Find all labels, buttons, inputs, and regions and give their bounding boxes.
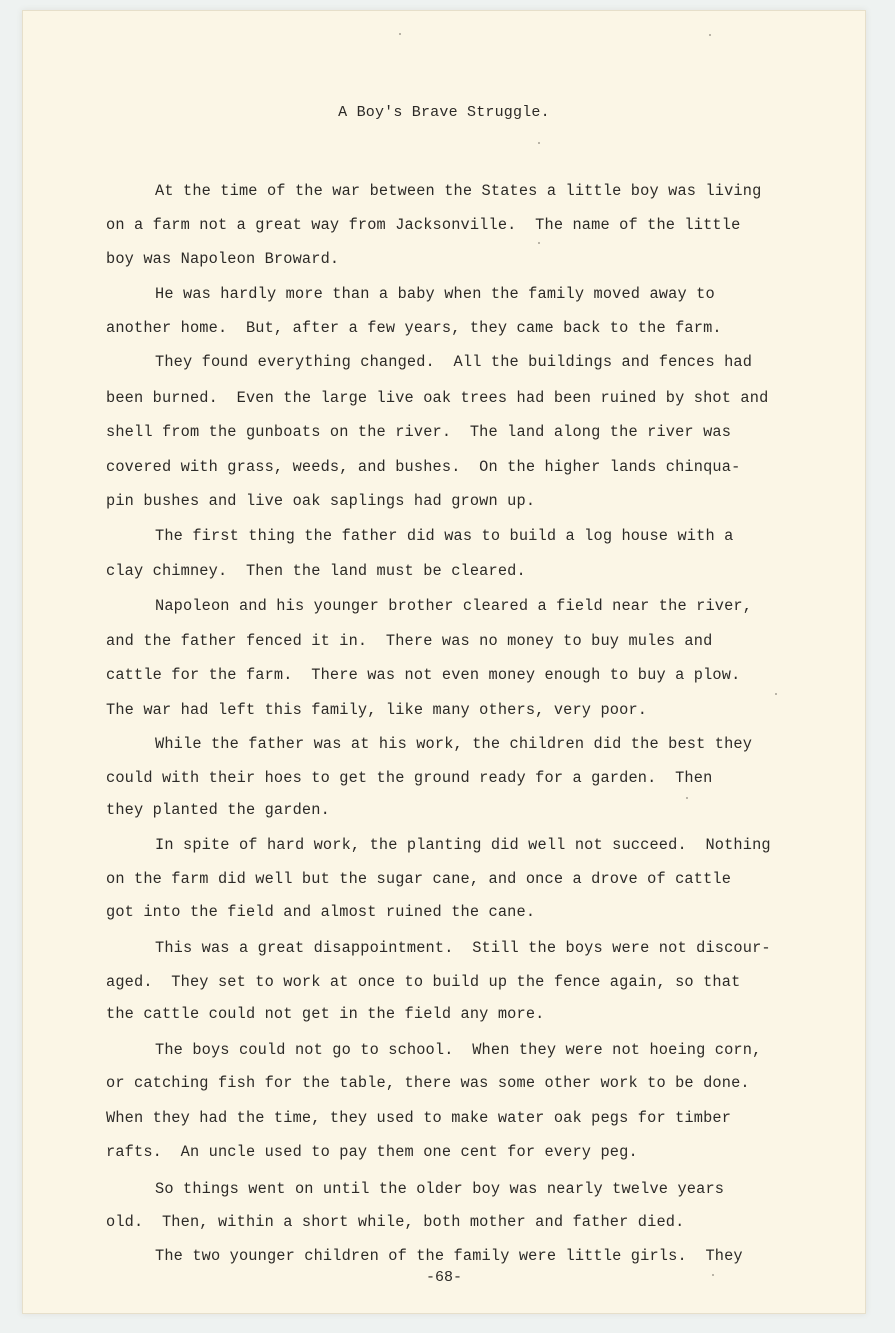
document-title: A Boy's Brave Struggle. [338,104,550,121]
text-line: At the time of the war between the States a little boy was living [155,182,762,200]
text-line: This was a great disappointment. Still the boys were not discour- [155,939,771,957]
text-line: they planted the garden. [106,801,330,819]
text-line: They found everything changed. All the buildings and fences had [155,353,753,371]
text-line: cattle for the farm. There was not even money enough to buy a plow. [106,666,741,684]
page-number: -68- [425,1269,462,1286]
text-line: covered with grass, weeds, and bushes. On the higher lands chinqua- [106,458,741,476]
text-line: aged. They set to work at once to build up the fence again, so that [106,973,741,991]
text-line: The two younger children of the family were little girls. They [155,1247,743,1265]
text-line: old. Then, within a short while, both mother and father died. [106,1213,685,1231]
text-line: While the father was at his work, the children did the best they [155,735,753,753]
text-line: rafts. An uncle used to pay them one cent for every peg. [106,1143,638,1161]
text-line: on a farm not a great way from Jacksonville. The name of the little [106,216,741,234]
text-line: or catching fish for the table, there was some other work to be done. [106,1074,750,1092]
text-line: Napoleon and his younger brother cleared a field near the river, [155,597,753,615]
text-line: on the farm did well but the sugar cane, and once a drove of cattle [106,870,732,888]
text-line: another home. But, after a few years, they came back to the farm. [106,319,722,337]
text-line: The boys could not go to school. When they were not hoeing corn, [155,1041,762,1059]
text-line: So things went on until the older boy was nearly twelve years [155,1180,725,1198]
text-line: The first thing the father did was to build a log house with a [155,527,734,545]
text-line: boy was Napoleon Broward. [106,250,340,268]
text-line: could with their hoes to get the ground ready for a garden. Then [106,769,713,787]
text-line: In spite of hard work, the planting did well not succeed. Nothing [155,836,771,854]
paper-speck [775,693,777,695]
document-body [22,10,866,1314]
text-line: been burned. Even the large live oak trees had been ruined by shot and [106,389,769,407]
text-line: got into the field and almost ruined the cane. [106,903,536,921]
text-line: shell from the gunboats on the river. The land along the river was [106,423,732,441]
paper-speck [709,34,711,36]
paper-speck [538,242,540,244]
text-line: He was hardly more than a baby when the family moved away to [155,285,715,303]
paper-speck [538,142,540,144]
text-line: and the father fenced it in. There was no money to buy mules and [106,632,713,650]
text-line: When they had the time, they used to make water oak pegs for timber [106,1109,732,1127]
paper-speck [712,1274,714,1276]
document-page [22,10,866,1314]
text-line: The war had left this family, like many others, very poor. [106,701,648,719]
text-line: the cattle could not get in the field any more. [106,1005,545,1023]
paper-speck [686,797,688,799]
text-line: pin bushes and live oak saplings had grown up. [106,492,536,510]
text-line: clay chimney. Then the land must be cleared. [106,562,526,580]
paper-speck [399,33,401,35]
